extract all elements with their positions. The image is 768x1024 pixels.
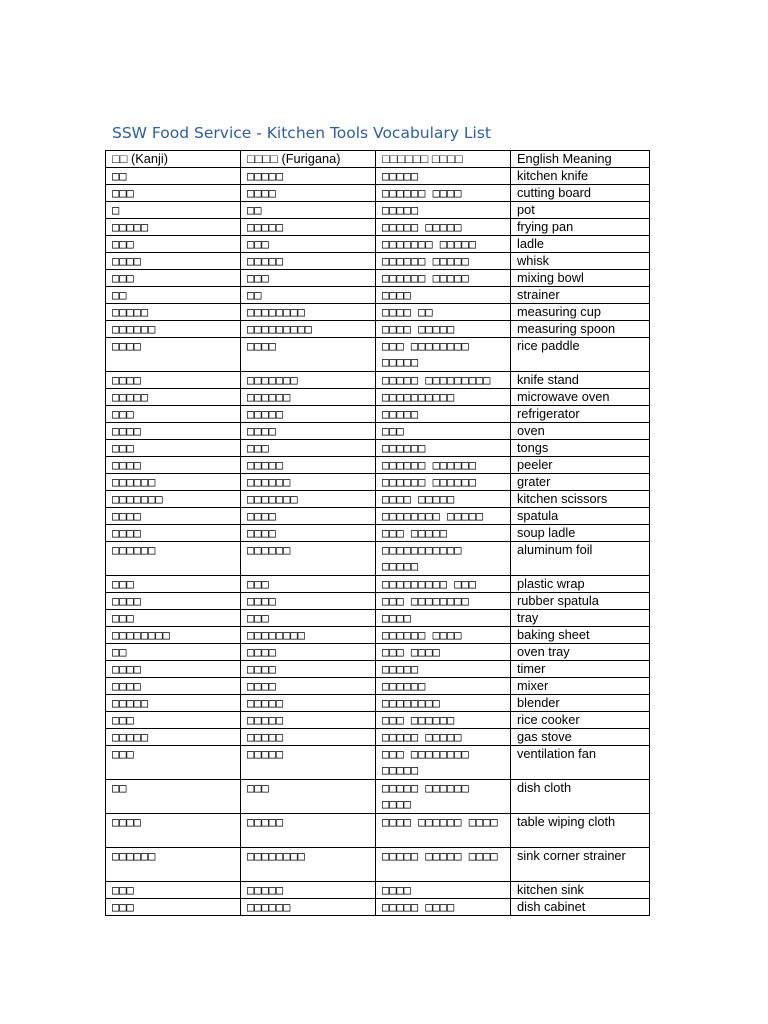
cell-kanji: □□□ [106, 236, 241, 253]
cell-furigana: □□□□ [241, 338, 376, 372]
cell-furigana: □□□□□□ [241, 542, 376, 576]
cell-third-column: □□□□□ □□□□ [376, 899, 511, 916]
cell-english: pot [511, 202, 650, 219]
cell-third-column: □□□□□□□□□□ [376, 389, 511, 406]
cell-furigana: □□□□ [241, 423, 376, 440]
cell-english: dish cabinet [511, 899, 650, 916]
cell-furigana: □□ [241, 202, 376, 219]
header-furigana: □□□□ (Furigana) [241, 151, 376, 168]
cell-kanji: □□□□ [106, 661, 241, 678]
cell-english: grater [511, 474, 650, 491]
table-row [106, 406, 650, 423]
table-row [106, 882, 650, 899]
cell-furigana: □□□□□ [241, 253, 376, 270]
cell-third-column: □□□□□□ □□□□□ [376, 270, 511, 287]
cell-kanji: □□□□ [106, 678, 241, 695]
cell-furigana: □□□□□□ [241, 389, 376, 406]
cell-kanji: □□□□□□□ [106, 491, 241, 508]
cell-english: mixing bowl [511, 270, 650, 287]
cell-furigana: □□□□□ [241, 814, 376, 848]
cell-kanji: □□□□ [106, 457, 241, 474]
cell-furigana: □□□ [241, 780, 376, 814]
cell-english: whisk [511, 253, 650, 270]
cell-kanji: □□□□□□ [106, 542, 241, 576]
cell-english: ladle [511, 236, 650, 253]
cell-kanji: □□ [106, 644, 241, 661]
table-row [106, 321, 650, 338]
cell-kanji: □□□ [106, 440, 241, 457]
cell-furigana: □□□□□ [241, 406, 376, 423]
cell-kanji: □□□□□□□□ [106, 627, 241, 644]
cell-kanji: □□□ [106, 576, 241, 593]
cell-furigana: □□□□ [241, 185, 376, 202]
cell-english: ventilation fan [511, 746, 650, 780]
cell-kanji: □□ [106, 168, 241, 185]
cell-english: measuring spoon [511, 321, 650, 338]
table-row [106, 304, 650, 321]
table-row [106, 814, 650, 848]
cell-third-column: □□□□ □□□□□ [376, 321, 511, 338]
cell-english: rubber spatula [511, 593, 650, 610]
cell-kanji: □□□□ [106, 423, 241, 440]
cell-english: rice paddle [511, 338, 650, 372]
table-row [106, 780, 650, 814]
cell-third-column: □□□ □□□□□□□□ [376, 593, 511, 610]
cell-furigana: □□□□□□□ [241, 372, 376, 389]
cell-kanji: □□□□□□ [106, 321, 241, 338]
cell-third-column: □□□□□□□□ □□□□□ [376, 508, 511, 525]
cell-third-column: □□□□□□ □□□□□□ [376, 474, 511, 491]
cell-kanji: □□□ [106, 882, 241, 899]
table-row [106, 729, 650, 746]
cell-english: kitchen sink [511, 882, 650, 899]
cell-furigana: □□□□□ [241, 457, 376, 474]
cell-kanji: □□□ [106, 610, 241, 627]
cell-english: microwave oven [511, 389, 650, 406]
cell-kanji: □□□□□ [106, 729, 241, 746]
cell-english: table wiping cloth [511, 814, 650, 848]
table-row [106, 168, 650, 185]
cell-furigana: □□□ [241, 440, 376, 457]
table-row [106, 576, 650, 593]
cell-furigana: □□□□□ [241, 882, 376, 899]
table-row [106, 610, 650, 627]
cell-english: tray [511, 610, 650, 627]
cell-kanji: □□ [106, 780, 241, 814]
cell-english: rice cooker [511, 712, 650, 729]
cell-furigana: □□□□□ [241, 712, 376, 729]
cell-english: plastic wrap [511, 576, 650, 593]
cell-kanji: □□□ [106, 270, 241, 287]
cell-third-column: □□□□□□ □□□□ [376, 185, 511, 202]
cell-english: oven tray [511, 644, 650, 661]
cell-furigana: □□□□□□□ [241, 491, 376, 508]
cell-furigana: □□□□□ [241, 695, 376, 712]
table-row [106, 678, 650, 695]
cell-kanji: □□□ [106, 712, 241, 729]
table-row [106, 644, 650, 661]
vocabulary-table [105, 150, 650, 916]
table-row [106, 202, 650, 219]
cell-kanji: □□ [106, 287, 241, 304]
table-row [106, 695, 650, 712]
table-row [106, 848, 650, 882]
cell-third-column: □□□□□□□□□ □□□ [376, 576, 511, 593]
cell-furigana: □□□□ [241, 644, 376, 661]
table-row [106, 270, 650, 287]
cell-furigana: □□□□□□□□□ [241, 321, 376, 338]
cell-english: tongs [511, 440, 650, 457]
cell-kanji: □□□□□ [106, 389, 241, 406]
header-third-column: □□□□□□ □□□□ [376, 151, 511, 168]
cell-furigana: □□□□□□□□ [241, 848, 376, 882]
table-row [106, 372, 650, 389]
cell-third-column: □□□□□ □□□□□□ □□□□ [376, 780, 511, 814]
cell-third-column: □□□□□□□ □□□□□ [376, 236, 511, 253]
table-row [106, 661, 650, 678]
cell-furigana: □□□□□□ [241, 899, 376, 916]
header-kanji: □□ (Kanji) [106, 151, 241, 168]
cell-third-column: □□□□ □□□□□□ □□□□ [376, 814, 511, 848]
cell-kanji: □□□□□□ [106, 848, 241, 882]
cell-third-column: □□□ □□□□□□ [376, 712, 511, 729]
cell-english: kitchen knife [511, 168, 650, 185]
cell-english: cutting board [511, 185, 650, 202]
cell-kanji: □□□ [106, 899, 241, 916]
cell-third-column: □□□□□ [376, 406, 511, 423]
cell-furigana: □□□□□ [241, 219, 376, 236]
cell-third-column: □□□□□□ [376, 440, 511, 457]
cell-english: blender [511, 695, 650, 712]
cell-kanji: □□□□□ [106, 219, 241, 236]
cell-third-column: □□□□□□ □□□□□ [376, 253, 511, 270]
table-row [106, 899, 650, 916]
cell-english: spatula [511, 508, 650, 525]
cell-third-column: □□□□□□□□ [376, 695, 511, 712]
cell-third-column: □□□□□ □□□□□ [376, 219, 511, 236]
cell-third-column: □□□ □□□□□ [376, 525, 511, 542]
cell-kanji: □□□□ [106, 525, 241, 542]
cell-english: mixer [511, 678, 650, 695]
cell-english: baking sheet [511, 627, 650, 644]
cell-furigana: □□□□ [241, 661, 376, 678]
cell-third-column: □□□□ [376, 882, 511, 899]
table-header-row [106, 151, 650, 168]
cell-third-column: □□□ □□□□□□□□ □□□□□ [376, 338, 511, 372]
cell-kanji: □□□□ [106, 593, 241, 610]
cell-third-column: □□□□□ [376, 661, 511, 678]
cell-english: frying pan [511, 219, 650, 236]
cell-third-column: □□□□□□ □□□□□□ [376, 457, 511, 474]
cell-third-column: □□□ [376, 423, 511, 440]
cell-english: strainer [511, 287, 650, 304]
cell-english: gas stove [511, 729, 650, 746]
cell-furigana: □□□□□□ [241, 474, 376, 491]
cell-furigana: □□□□□ [241, 729, 376, 746]
cell-furigana: □□□□ [241, 678, 376, 695]
cell-kanji: □□□□ [106, 372, 241, 389]
table-row [106, 253, 650, 270]
cell-kanji: □□□ [106, 406, 241, 423]
cell-furigana: □□□ [241, 576, 376, 593]
cell-third-column: □□□□ [376, 287, 511, 304]
cell-english: peeler [511, 457, 650, 474]
table-row [106, 389, 650, 406]
table-row [106, 627, 650, 644]
table-row [106, 746, 650, 780]
cell-kanji: □□□□ [106, 814, 241, 848]
cell-kanji: □□□□ [106, 253, 241, 270]
cell-kanji: □□□□ [106, 338, 241, 372]
table-row [106, 474, 650, 491]
cell-english: dish cloth [511, 780, 650, 814]
cell-third-column: □□□□ [376, 610, 511, 627]
table-row [106, 185, 650, 202]
cell-third-column: □□□ □□□□ [376, 644, 511, 661]
cell-english: timer [511, 661, 650, 678]
table-row [106, 338, 650, 372]
cell-third-column: □□□□ □□□□□ [376, 491, 511, 508]
cell-furigana: □□□□□□□□ [241, 304, 376, 321]
cell-third-column: □□□□□ □□□□□ [376, 729, 511, 746]
cell-english: aluminum foil [511, 542, 650, 576]
cell-kanji: □□□□□ [106, 695, 241, 712]
cell-english: soup ladle [511, 525, 650, 542]
table-row [106, 287, 650, 304]
table-row [106, 236, 650, 253]
table-row [106, 491, 650, 508]
cell-third-column: □□□□□ □□□□□□□□□ [376, 372, 511, 389]
cell-furigana: □□□□ [241, 508, 376, 525]
cell-english: knife stand [511, 372, 650, 389]
cell-furigana: □□□ [241, 610, 376, 627]
cell-kanji: □□□□□□ [106, 474, 241, 491]
cell-third-column: □□□□□ [376, 168, 511, 185]
cell-third-column: □□□□□□□□□□□ □□□□□ [376, 542, 511, 576]
cell-third-column: □□□□□ [376, 202, 511, 219]
cell-furigana: □□□ [241, 270, 376, 287]
table-row [106, 542, 650, 576]
table-row [106, 440, 650, 457]
table-row [106, 457, 650, 474]
cell-third-column: □□□□□□ □□□□ [376, 627, 511, 644]
table-row [106, 593, 650, 610]
cell-furigana: □□ [241, 287, 376, 304]
table-row [106, 525, 650, 542]
cell-furigana: □□□ [241, 236, 376, 253]
table-row [106, 219, 650, 236]
cell-third-column: □□□ □□□□□□□□ □□□□□ [376, 746, 511, 780]
cell-kanji: □□□□ [106, 508, 241, 525]
cell-furigana: □□□□□□□□ [241, 627, 376, 644]
cell-english: measuring cup [511, 304, 650, 321]
table-row [106, 712, 650, 729]
cell-kanji: □□□ [106, 746, 241, 780]
table-row [106, 508, 650, 525]
cell-english: oven [511, 423, 650, 440]
cell-third-column: □□□□□□ [376, 678, 511, 695]
cell-kanji: □□□ [106, 185, 241, 202]
cell-furigana: □□□□ [241, 525, 376, 542]
cell-kanji: □□□□□ [106, 304, 241, 321]
cell-third-column: □□□□ □□ [376, 304, 511, 321]
cell-english: sink corner strainer [511, 848, 650, 882]
header-english: English Meaning [511, 151, 650, 168]
cell-furigana: □□□□□ [241, 168, 376, 185]
document-title: SSW Food Service - Kitchen Tools Vocabulary List [112, 124, 491, 142]
cell-english: refrigerator [511, 406, 650, 423]
cell-english: kitchen scissors [511, 491, 650, 508]
table-row [106, 423, 650, 440]
cell-kanji: □ [106, 202, 241, 219]
cell-third-column: □□□□□ □□□□□ □□□□ [376, 848, 511, 882]
cell-furigana: □□□□ [241, 593, 376, 610]
cell-furigana: □□□□□ [241, 746, 376, 780]
